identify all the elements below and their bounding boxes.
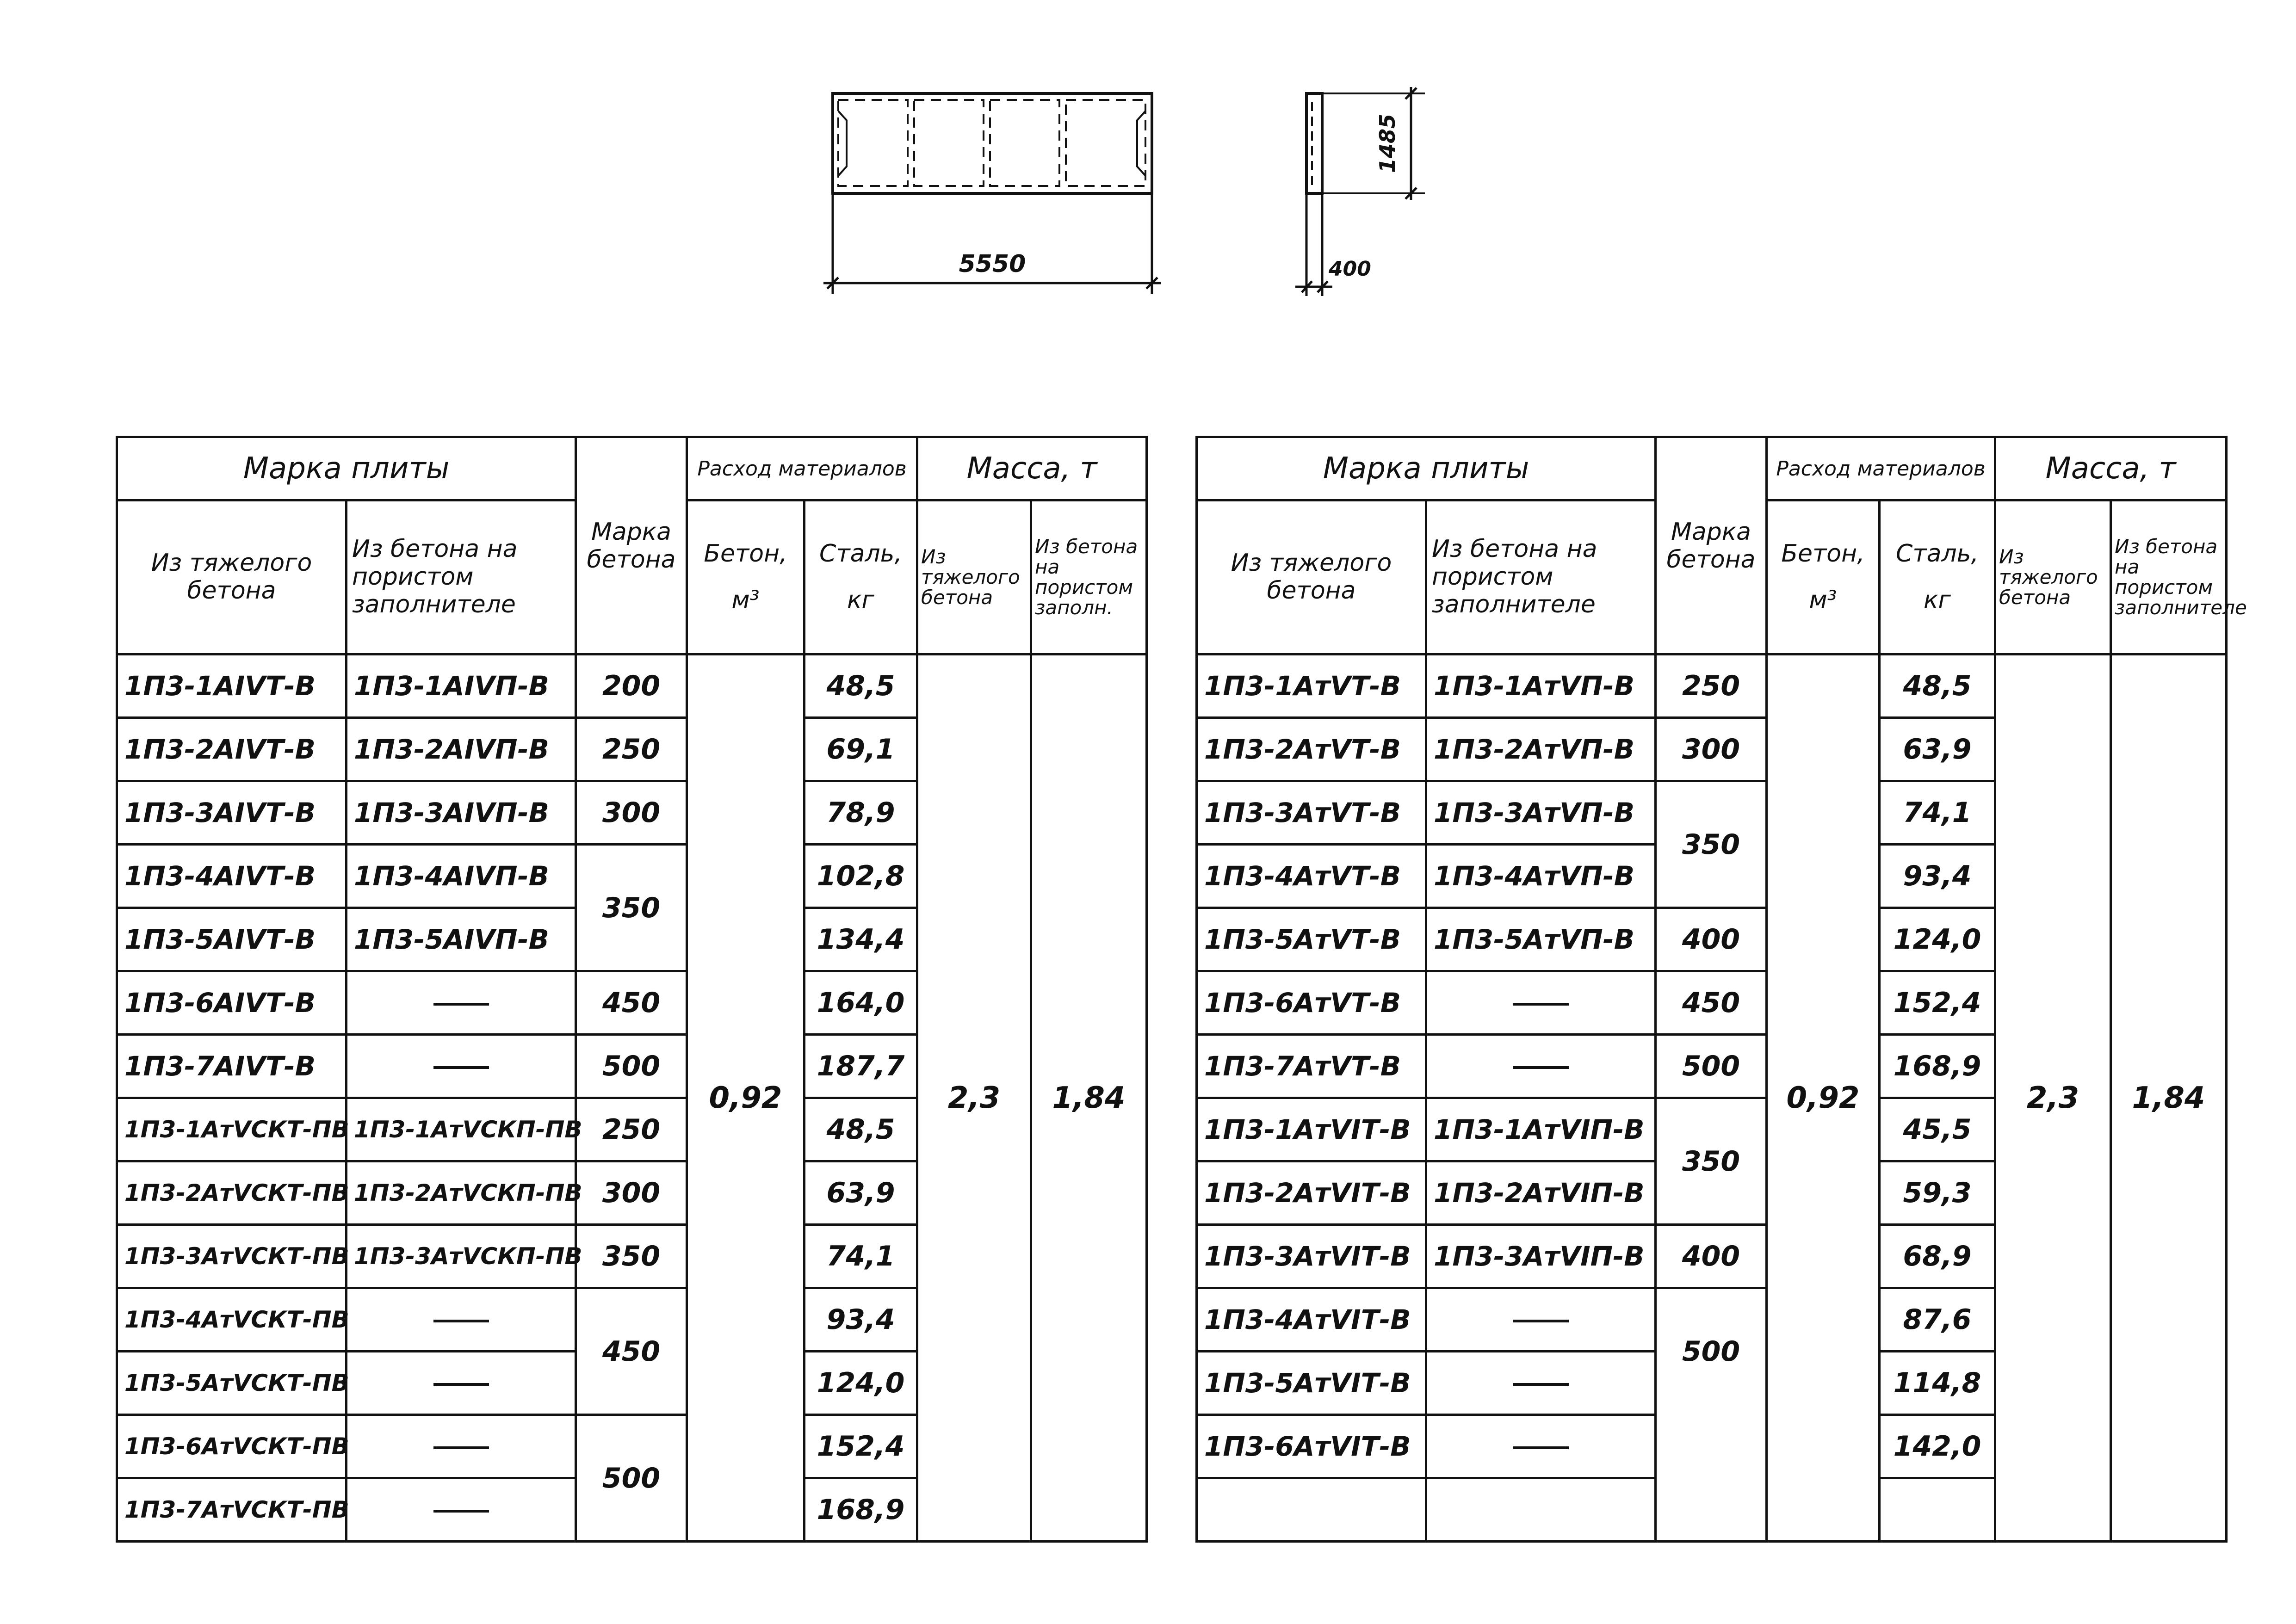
grade-cell: 500 (1656, 1288, 1767, 1542)
steel-cell: 142,0 (1880, 1415, 1995, 1478)
concrete-volume-header: Бетон, м³ (687, 500, 805, 655)
porous-mark: 1П3-3АтVП-В (1426, 781, 1656, 845)
plate-mark-header: Марка плиты (117, 437, 576, 500)
heavy-mark: 1П3-3АтVСКТ-ПВ (117, 1225, 347, 1288)
steel-cell: 93,4 (805, 1288, 917, 1352)
heavy-mark: 1П3-4АтVТ-В (1197, 845, 1426, 908)
porous-mark: 1П3-4АтVП-В (1426, 845, 1656, 908)
mass-header: Масса, т (917, 437, 1147, 500)
heavy-mark: 1П3-7АтVТ-В (1197, 1035, 1426, 1098)
mass-heavy-header: Из тяжелого бетона (917, 500, 1031, 655)
steel-cell: 48,5 (1880, 655, 1995, 718)
steel-cell: 74,1 (805, 1225, 917, 1288)
steel-cell: 69,1 (805, 718, 917, 781)
porous-mark-dash (1426, 1352, 1656, 1415)
heavy-mark: 1П3-6АтVТ-В (1197, 971, 1426, 1035)
mass-header: Масса, т (1995, 437, 2227, 500)
porous-mark: 1П3-1АтVIП-В (1426, 1098, 1656, 1161)
steel-cell: 74,1 (1880, 781, 1995, 845)
steel-cell: 114,8 (1880, 1352, 1995, 1415)
porous-mark-dash (347, 1352, 576, 1415)
steel-cell: 48,5 (805, 655, 917, 718)
porous-concrete-header: Из бетона на пористом заполнителе (1426, 500, 1656, 655)
steel-cell: 59,3 (1880, 1161, 1995, 1225)
heavy-mark (1197, 1478, 1426, 1542)
heavy-concrete-header: Из тяжелого бетона (1197, 500, 1426, 655)
heavy-mark: 1П3-2АтVIТ-В (1197, 1161, 1426, 1225)
steel-cell: 63,9 (1880, 718, 1995, 781)
grade-cell: 200 (576, 655, 687, 718)
porous-mark-dash (347, 1288, 576, 1352)
steel-cell: 134,4 (805, 908, 917, 971)
mass-porous-cell: 1,84 (2111, 655, 2227, 1542)
front-width-dimension: 5550 (959, 250, 1026, 278)
heavy-mark: 1П3-6АIVТ-В (117, 971, 347, 1035)
porous-mark-dash (1426, 971, 1656, 1035)
steel-cell: 124,0 (1880, 908, 1995, 971)
steel-cell (1880, 1478, 1995, 1542)
steel-header: Сталь, кг (1880, 500, 1995, 655)
grade-cell: 250 (1656, 655, 1767, 718)
heavy-mark: 1П3-2АтVСКТ-ПВ (117, 1161, 347, 1225)
porous-mark: 1П3-2АтVСКП-ПВ (347, 1161, 576, 1225)
concrete-volume-header: Бетон, м³ (1767, 500, 1880, 655)
porous-mark-dash (347, 1415, 576, 1478)
porous-mark: 1П3-3АIVП-В (347, 781, 576, 845)
porous-mark-dash (347, 1035, 576, 1098)
grade-cell: 500 (576, 1415, 687, 1542)
grade-cell: 450 (576, 971, 687, 1035)
porous-mark-dash (1426, 1288, 1656, 1352)
grade-cell: 500 (576, 1035, 687, 1098)
side-thickness-dimension: 400 (1329, 257, 1371, 281)
heavy-mark: 1П3-6АтVСКТ-ПВ (117, 1415, 347, 1478)
steel-header: Сталь, кг (805, 500, 917, 655)
heavy-mark: 1П3-5АтVIТ-В (1197, 1352, 1426, 1415)
steel-cell: 152,4 (805, 1415, 917, 1478)
porous-mark: 1П3-2АIVП-В (347, 718, 576, 781)
grade-cell: 350 (1656, 1098, 1767, 1225)
concrete-grade-header: Марка бетона (1656, 437, 1767, 655)
porous-mark-dash (1426, 1035, 1656, 1098)
heavy-mark: 1П3-1АIVТ-В (117, 655, 347, 718)
grade-cell: 300 (576, 1161, 687, 1225)
materials-header: Расход материалов (687, 437, 917, 500)
grade-cell: 400 (1656, 908, 1767, 971)
porous-mark: 1П3-1АтVСКП-ПВ (347, 1098, 576, 1161)
porous-mark: 1П3-2АтVП-В (1426, 718, 1656, 781)
steel-cell: 78,9 (805, 781, 917, 845)
grade-cell: 450 (576, 1288, 687, 1415)
steel-cell: 102,8 (805, 845, 917, 908)
steel-cell: 168,9 (805, 1478, 917, 1542)
mass-heavy-header: Из тяжелого бетона (1995, 500, 2111, 655)
porous-mark: 1П3-4АIVП-В (347, 845, 576, 908)
concrete-volume-cell: 0,92 (687, 655, 805, 1542)
heavy-mark: 1П3-7АIVТ-В (117, 1035, 347, 1098)
porous-mark: 1П3-5АIVП-В (347, 908, 576, 971)
porous-mark: 1П3-3АтVIП-В (1426, 1225, 1656, 1288)
grade-cell: 450 (1656, 971, 1767, 1035)
side-height-dimension: 1485 (1375, 113, 1400, 173)
porous-mark (1426, 1478, 1656, 1542)
porous-concrete-header: Из бетона на пористом заполнителе (347, 500, 576, 655)
steel-cell: 124,0 (805, 1352, 917, 1415)
steel-cell: 87,6 (1880, 1288, 1995, 1352)
heavy-mark: 1П3-2АтVТ-В (1197, 718, 1426, 781)
porous-mark: 1П3-1АтVП-В (1426, 655, 1656, 718)
grade-cell: 400 (1656, 1225, 1767, 1288)
heavy-mark: 1П3-3АтVТ-В (1197, 781, 1426, 845)
heavy-mark: 1П3-4АIVТ-В (117, 845, 347, 908)
heavy-mark: 1П3-3АтVIТ-В (1197, 1225, 1426, 1288)
grade-cell: 250 (576, 718, 687, 781)
porous-mark-dash (347, 971, 576, 1035)
porous-mark: 1П3-1АIVП-В (347, 655, 576, 718)
right-spec-table (1195, 436, 2247, 1543)
heavy-mark: 1П3-2АIVТ-В (117, 718, 347, 781)
steel-cell: 68,9 (1880, 1225, 1995, 1288)
grade-cell: 350 (1656, 781, 1767, 908)
concrete-grade-header: Марка бетона (576, 437, 687, 655)
grade-cell: 350 (576, 1225, 687, 1288)
table-row (1197, 655, 2227, 718)
heavy-mark: 1П3-1АтVСКТ-ПВ (117, 1098, 347, 1161)
plate-mark-header: Марка плиты (1197, 437, 1656, 500)
left-spec-table (116, 436, 1148, 1543)
grade-cell: 250 (576, 1098, 687, 1161)
steel-cell: 93,4 (1880, 845, 1995, 908)
mass-porous-cell: 1,84 (1031, 655, 1147, 1542)
grade-cell: 350 (576, 845, 687, 971)
mass-heavy-cell: 2,3 (1995, 655, 2111, 1542)
heavy-concrete-header: Из тяжелого бетона (117, 500, 347, 655)
mass-porous-header: Из бетона на пористом заполн. (1031, 500, 1147, 655)
heavy-mark: 1П3-1АтVIТ-В (1197, 1098, 1426, 1161)
steel-cell: 63,9 (805, 1161, 917, 1225)
materials-header: Расход материалов (1767, 437, 1995, 500)
mass-porous-header: Из бетона на пористом заполнителе (2111, 500, 2227, 655)
grade-cell: 300 (576, 781, 687, 845)
heavy-mark: 1П3-5АтVТ-В (1197, 908, 1426, 971)
heavy-mark: 1П3-4АтVIТ-В (1197, 1288, 1426, 1352)
heavy-mark: 1П3-4АтVСКТ-ПВ (117, 1288, 347, 1352)
steel-cell: 48,5 (805, 1098, 917, 1161)
porous-mark: 1П3-2АтVIП-В (1426, 1161, 1656, 1225)
porous-mark-dash (1426, 1415, 1656, 1478)
grade-cell: 500 (1656, 1035, 1767, 1098)
steel-cell: 187,7 (805, 1035, 917, 1098)
steel-cell: 152,4 (1880, 971, 1995, 1035)
mass-heavy-cell: 2,3 (917, 655, 1031, 1542)
grade-cell: 300 (1656, 718, 1767, 781)
porous-mark: 1П3-5АтVП-В (1426, 908, 1656, 971)
heavy-mark: 1П3-7АтVСКТ-ПВ (117, 1478, 347, 1542)
heavy-mark: 1П3-5АIVТ-В (117, 908, 347, 971)
heavy-mark: 1П3-5АтVСКТ-ПВ (117, 1352, 347, 1415)
heavy-mark: 1П3-6АтVIТ-В (1197, 1415, 1426, 1478)
steel-cell: 168,9 (1880, 1035, 1995, 1098)
table-row (117, 655, 1147, 718)
porous-mark: 1П3-3АтVСКП-ПВ (347, 1225, 576, 1288)
plate-front-view (814, 83, 1166, 305)
steel-cell: 45,5 (1880, 1098, 1995, 1161)
steel-cell: 164,0 (805, 971, 917, 1035)
porous-mark-dash (347, 1478, 576, 1542)
plate-side-view (1286, 83, 1453, 305)
heavy-mark: 1П3-1АтVТ-В (1197, 655, 1426, 718)
heavy-mark: 1П3-3АIVТ-В (117, 781, 347, 845)
concrete-volume-cell: 0,92 (1767, 655, 1880, 1542)
